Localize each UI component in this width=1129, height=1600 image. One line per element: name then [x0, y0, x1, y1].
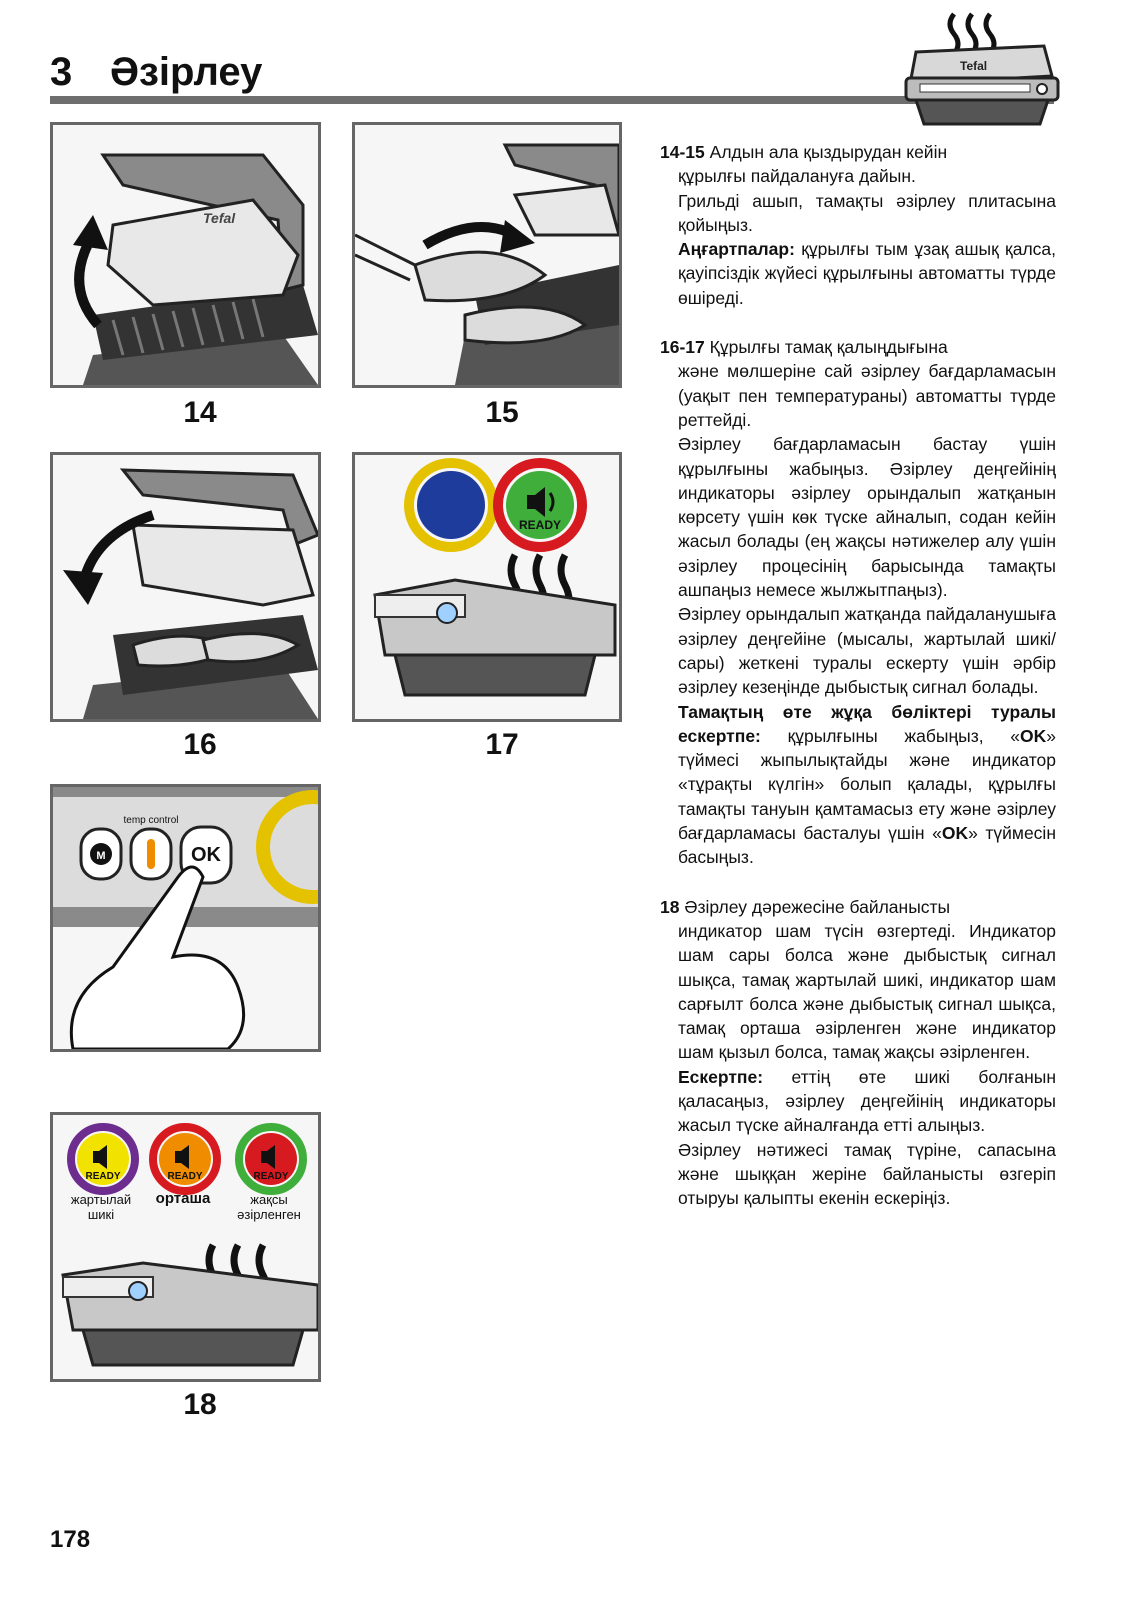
- figure-17-label: 17: [485, 728, 519, 761]
- svg-text:READY: READY: [85, 1171, 121, 1182]
- caption-rare: жартылай шикі: [70, 1192, 132, 1222]
- green-ready-indicator-icon: [498, 463, 582, 547]
- doneness-illustration: [53, 1115, 318, 1379]
- ok-press-illustration: [53, 787, 318, 1049]
- ready-label: READY: [518, 518, 562, 532]
- svg-text:Tefal: Tefal: [203, 210, 236, 226]
- m-label: M: [96, 850, 106, 862]
- ok-button-figure-panel: [50, 784, 321, 1052]
- grill-logo-icon: [902, 6, 1062, 134]
- section-number: 3: [50, 50, 73, 94]
- yellow-indicator-icon: [71, 1127, 135, 1191]
- temp-control-button: [123, 815, 178, 879]
- figure-14-label: 14: [183, 396, 217, 429]
- svg-text:READY: READY: [253, 1171, 289, 1182]
- caption-well-done: жақсы әзірленген: [237, 1192, 301, 1222]
- figure-15-panel: [352, 122, 622, 388]
- section-14-15: 14-15 Алдын ала қыздырудан кейін құрылғы пайдалануға дайын. Грильді ашып, тамақты әзірлеу плитасына қойыңыз. Аңғартпалар: құрылғы тым ұзақ ашық қалса, қауіпсіздік жүйесі құрылғыны автоматты түрде өшіреді.: [660, 142, 1056, 308]
- section-16-17: 16-17 Құрылғы тамақ қалыңдығына және мөлшеріне сай әзірлеу бағдарламасын (уақыт пен температураны) автоматты түрде реттейді. Әзірлеу бағдарламасын бастау үшін құрылғыны жабыңыз. Әзірлеу деңгейінің индикаторы әзірлеу орындалып жатқанын көрсету үшін көк түске айналып, содан кейін жасыл болады (ең жақсы нәтижелер алу үшін әзірлеу процесінің барысында тамақты ашпаңыз немесе жылжытпаңыз). Әзірлеу орындалып жатқанда пайдаланушыға әзірлеу деңгейіне (мысалы, жартылай шикі/сары) жеткені туралы ескерту үшін әрбір әзірлеу кезеңінде дыбыстық сигнал болады. Тамақтың өте жұқа бөліктері туралы ескертпе: құрылғыны жабыңыз, «OK» түймесі жыпылықтайды және индикатор «тұрақты күлгін» болып қалады, құрылғы тамақты тануын қамтамасыз ету және әзірлеу бағдарламасы басталуы үшін «OK» түймесін басыңыз.: [660, 337, 1056, 868]
- figure-16-panel: [50, 452, 321, 722]
- figure-17-panel: [352, 452, 622, 722]
- figure-16-label: 16: [183, 728, 217, 761]
- blue-indicator-icon: [409, 463, 493, 547]
- figure-17-illustration: [355, 455, 619, 719]
- page-number: 178: [50, 1526, 91, 1553]
- section-18: 18 Әзірлеу дәрежесіне байланысты индикатор шам түсін өзгертеді. Индикатор шам сары болса және дыбыстық сигнал шықса, тамақ жартылай шикі, индикатор шам сарғылт болса және дыбыстық сигнал шықса, тамақ орташа әзірленген және индикатор шам қызыл болса, тамақ жақсы әзірленген. Ескертпе: еттің өте шикі болғанын қаласаңыз, әзірлеу деңгейінің индикаторы жасыл түске айналғанда етті алыңыз. Әзірлеу нәтижесі тамақ түріне, сапасына және шыққан жеріне байланысты өзгеріп отыруы қалыпты екенін ескеріңіз.: [660, 896, 1056, 1209]
- grill-open-illustration: [53, 125, 318, 385]
- figure-14-panel: [50, 122, 321, 388]
- grill-closing-illustration: [53, 455, 318, 719]
- figure-18-label: 18: [183, 1388, 217, 1421]
- red-indicator-icon: [239, 1127, 303, 1191]
- food-placing-illustration: [355, 125, 619, 385]
- temp-label: temp control: [123, 815, 179, 826]
- orange-indicator-icon: [153, 1127, 217, 1191]
- page-title: Әзірлеу: [110, 50, 263, 94]
- logo-brand: Tefal: [960, 59, 988, 73]
- caption-medium: орташа: [155, 1190, 211, 1207]
- figure-15-label: 15: [485, 396, 519, 429]
- svg-text:READY: READY: [167, 1171, 203, 1182]
- instructions-column: [660, 140, 1056, 1235]
- ok-label: OK: [191, 844, 221, 866]
- m-button: [81, 829, 121, 879]
- figure-18-panel: [50, 1112, 321, 1382]
